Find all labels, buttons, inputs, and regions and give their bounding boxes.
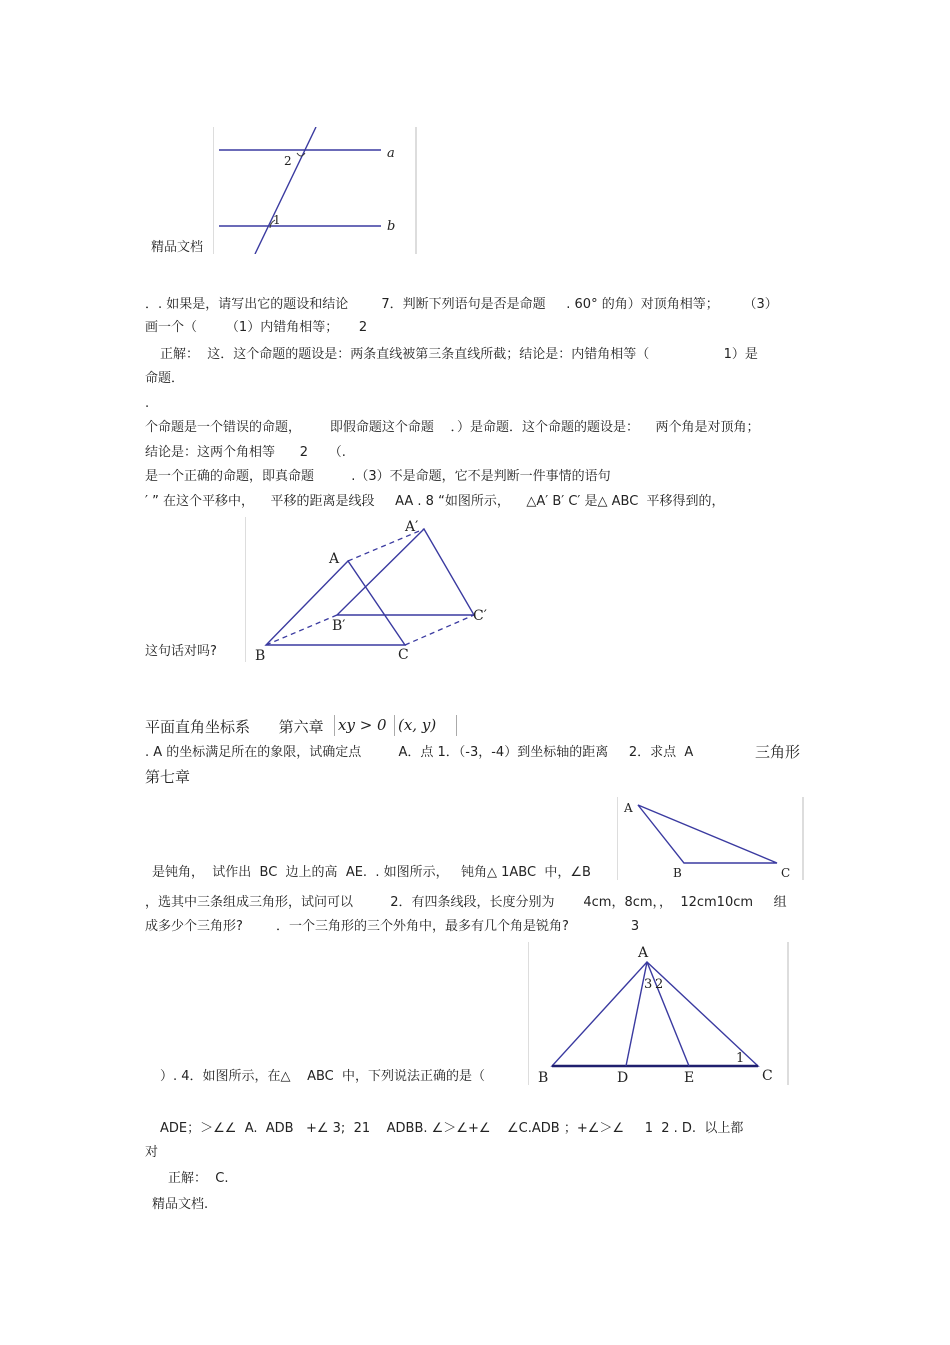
text-line-12: 是钝角， 试作出 BC 边上的高 AE. . 如图所示， 钝角△ 1ABC 中，∠B [152, 865, 591, 880]
vertex-A-label: A [624, 801, 633, 815]
text-triangle-word: 三角形 [755, 743, 801, 761]
angle-2-label: 2 [284, 154, 292, 168]
angle-2-label: 2 [655, 977, 664, 992]
text-line-13: ，选其中三条组成三角形，试问可以 2．有四条线段，长度分别为 4cm，8cm，， 12cm10cm 组 [145, 895, 787, 910]
text-line-2: 画一个（ （1）内错角相等； 2 [145, 320, 368, 335]
parallel-lines-figure [213, 127, 417, 254]
vertex-C-label: C [762, 1068, 773, 1084]
chapter-seven-heading: 第七章 [145, 768, 191, 786]
triangle-cevians-figure [528, 942, 789, 1085]
section-heading: 平面直角坐标系 第六章 [145, 718, 324, 736]
obtuse-triangle-figure [617, 797, 804, 880]
text-line-4: 命题． [145, 371, 185, 386]
vertex-B-prime-label: B′ [332, 618, 346, 634]
angle-1-label: 1 [273, 213, 281, 227]
line-a-label: a [387, 146, 395, 161]
text-line-17: 对 [145, 1145, 159, 1160]
line-b-label: b [387, 219, 396, 234]
vertex-C-label: C [398, 647, 409, 662]
vertex-B-label: B [673, 866, 682, 880]
text-line-3: 正解： 这．这个命题的题设是：两条直线被第三条直线所截；结论是：内错角相等（ 1）是 [160, 347, 758, 362]
text-line-11: . A 的坐标满足所在的象限，试确定点 A．点 1．（-3，-4）到坐标轴的距离 2．求点 A [145, 745, 694, 760]
translation-figure [245, 517, 506, 662]
equation-xy: xy > 0 [334, 715, 396, 736]
doc-watermark-bottom: 精品文档. [152, 1197, 209, 1212]
vertex-A-prime-label: A′ [405, 519, 419, 535]
vertex-C-prime-label: C′ [473, 608, 487, 624]
text-line-6: 个命题是一个错误的命题， 即假命题这个命题 ．）是命题．这个命题的题设是： 两个角是对顶角； [145, 420, 760, 435]
vertex-A-label: A [638, 945, 649, 961]
text-line-8: 是一个正确的命题，即真命题 .（3）不是命题，它不是判断一件事情的语句 [145, 469, 611, 484]
doc-watermark-top: 精品文档 [151, 240, 204, 255]
text-line-15: ）. 4．如图所示，在△ ABC 中，下列说法正确的是（ [160, 1069, 485, 1084]
vertex-D-label: D [617, 1070, 629, 1085]
text-line-18: 正解： C. [168, 1171, 229, 1186]
text-line-5: . [145, 396, 150, 411]
text-line-10: 这句话对吗? [145, 644, 217, 659]
equation-coordinates: (x, y) [394, 715, 457, 736]
vertex-E-label: E [684, 1070, 695, 1085]
text-line-9: ′ ” 在这个平移中， 平移的距离是线段 AA . 8 “如图所示， △A′ B′ C′ 是△ ABC 平移得到的， [145, 494, 725, 509]
angle-3-label: 3 [644, 977, 653, 992]
text-line-7: 结论是：这两个角相等 2 （. [145, 445, 346, 460]
angle-1-label: 1 [736, 1051, 745, 1066]
vertex-B-label: B [538, 1070, 549, 1085]
text-line-1: ．. 如果是，请写出它的题设和结论 7．判断下列语句是否是命题 . 60° 的角）对顶角相等； （3） [145, 297, 778, 312]
vertex-B-label: B [255, 648, 266, 662]
vertex-A-label: A [329, 551, 340, 567]
text-line-16: ADE；＞∠∠ A. ADB +∠ 3; 21 ADBB. ∠＞∠+∠ ∠C.ADB ；+∠＞∠ 1 2 . D. 以上都 [160, 1121, 744, 1136]
vertex-C-label: C [781, 866, 791, 880]
text-line-14: 成多少个三角形? ．一个三角形的三个外角中，最多有几个角是锐角? 3 [145, 919, 640, 934]
